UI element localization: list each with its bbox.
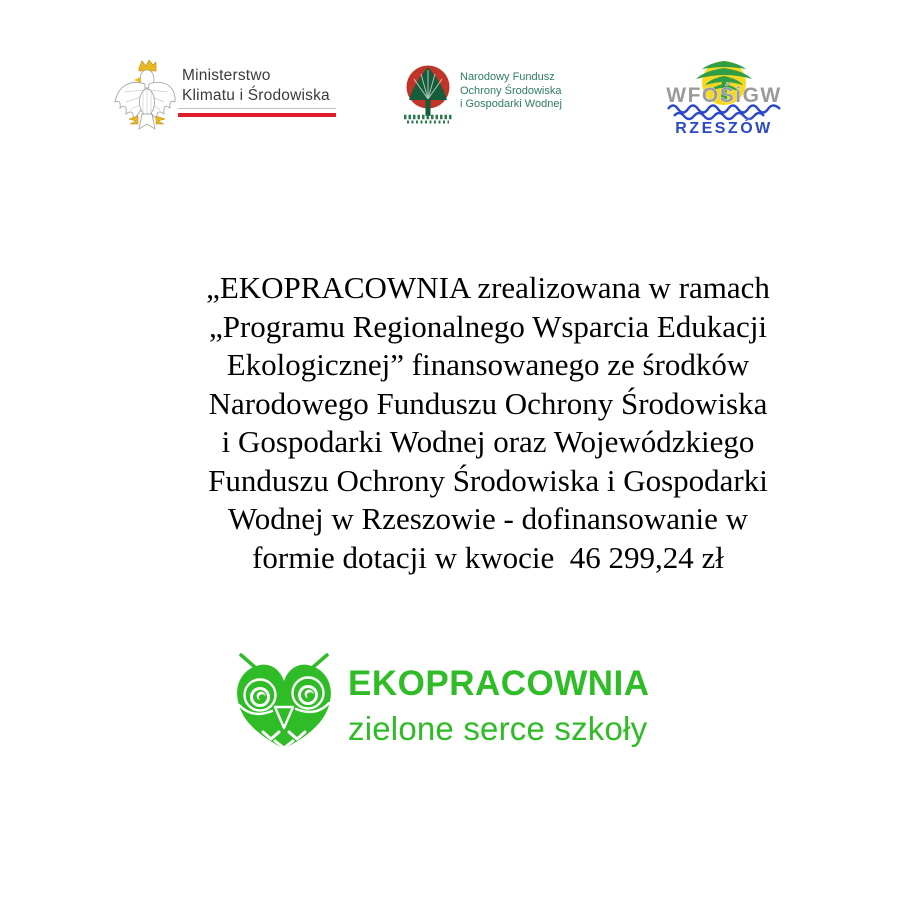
nfosigw-emblem-icon — [402, 62, 454, 128]
wfosigw-sun-tree-icon — [658, 56, 790, 138]
ekopracownia-title: EKOPRACOWNIA — [348, 664, 650, 703]
nfosigw-name — [460, 71, 562, 112]
ministry-name-line1: Ministerstwo — [182, 67, 271, 84]
wfosigw-logo — [658, 56, 790, 138]
nfosigw-logo — [402, 62, 562, 132]
funding-line: Funduszu Ochrony Środowiska i Gospodarki — [208, 462, 768, 498]
poland-flag-stripe — [178, 108, 336, 117]
wfosigw-waves-icon — [668, 106, 780, 120]
ekopracownia-subtitle: zielone serce szkoły — [348, 710, 648, 747]
ministry-name-line2: Klimatu i Środowiska — [182, 86, 330, 104]
funding-line: „Programu Regionalnego Wsparcia Edukacji — [208, 308, 768, 344]
funding-line: Wodnej w Rzeszowie - dofinansowanie w — [227, 501, 749, 536]
eagle-icon — [112, 58, 178, 134]
flag-white-bar — [178, 108, 336, 112]
funding-line: formie dotacji w kwocie 46 299,24 zł — [252, 539, 724, 575]
nfosigw-name-line3: i Gospodarki Wodnej — [460, 98, 562, 110]
funding-statement — [67, 269, 909, 577]
ministry-name — [182, 66, 330, 105]
wfosigw-acronym: WFOŚiGW — [666, 84, 782, 107]
ekopracownia-logo — [228, 650, 688, 760]
flag-red-bar — [178, 113, 336, 118]
nfosigw-name-line2: Ochrony Środowiska — [460, 84, 562, 97]
funding-line: i Gospodarki Wodnej oraz Wojewódzkiego — [221, 424, 755, 459]
ministry-logo — [112, 58, 342, 138]
funding-line: Ekologicznej” finansowanego ze środków — [226, 347, 750, 382]
nfosigw-name-line1: Narodowy Fundusz — [460, 71, 555, 83]
owl-icon — [228, 650, 340, 758]
funding-line: „EKOPRACOWNIA zrealizowana w ramach — [206, 270, 770, 305]
wfosigw-city: RZESZÓW — [675, 120, 773, 137]
ekopracownia-text — [348, 664, 650, 748]
funding-line: Narodowego Funduszu Ochrony Środowiska — [208, 385, 768, 421]
